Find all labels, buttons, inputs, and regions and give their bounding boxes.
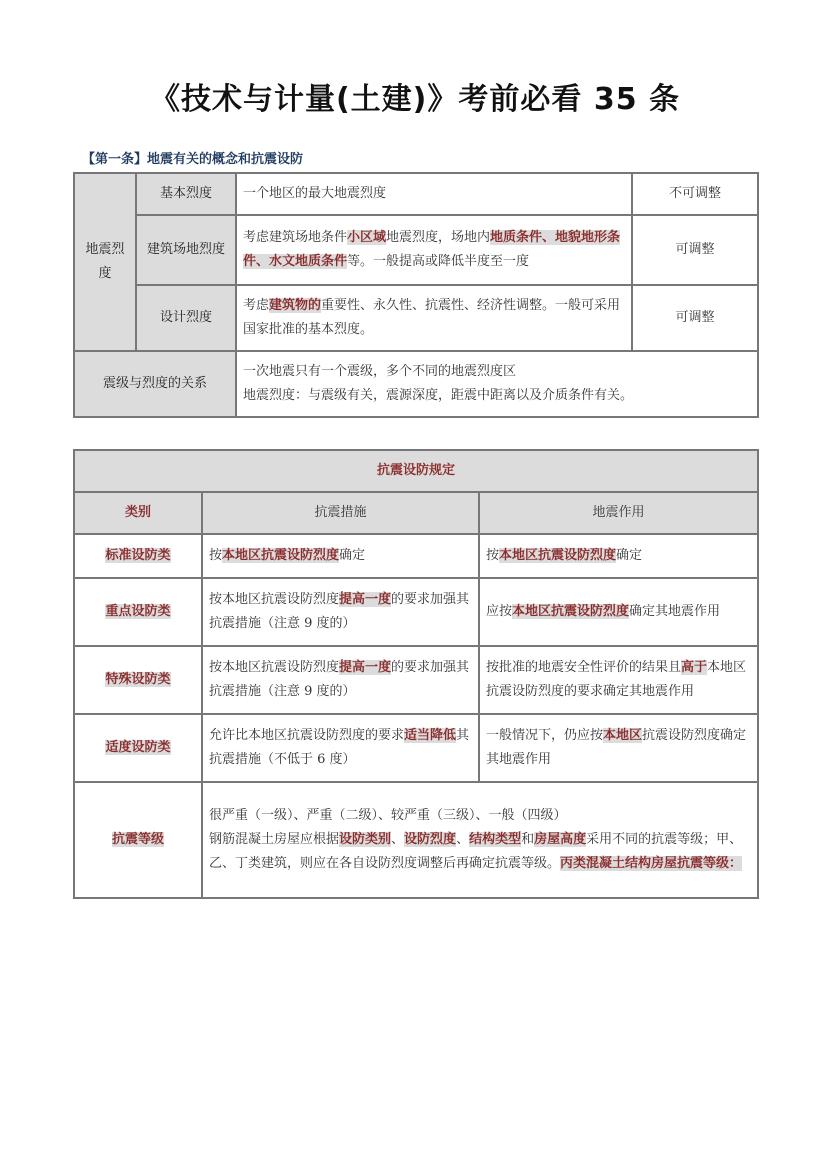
row-name: 设计烈度 [136,285,236,351]
table-title: 抗震设防规定 [74,450,758,492]
header-measures: 抗震措施 [202,492,479,534]
row-desc: 考虑建筑场地条件小区域地震烈度，场地内地质条件、地貌地形条件、水文地质条件等。一般提高或降低半度至一度 [236,215,632,285]
action-cell: 一般情况下，仍应按本地区抗震设防烈度确定其地震作用 [479,714,758,782]
measure-cell: 允许比本地区抗震设防烈度的要求适当降低其抗震措施（不低于 6 度） [202,714,479,782]
category-cell: 适度设防类 [74,714,202,782]
action-cell: 按本地区抗震设防烈度确定 [479,534,758,578]
measure-cell: 按本地区抗震设防烈度提高一度的要求加强其抗震措施（注意 9 度的） [202,646,479,714]
section-heading: 【第一条】地震有关的概念和抗震设防 [82,152,304,167]
row-name: 建筑场地烈度 [136,215,236,285]
seismic-fortification-table [73,449,759,899]
row-name: 基本烈度 [136,173,236,215]
row-adjust: 可调整 [632,215,758,285]
row-adjust: 不可调整 [632,173,758,215]
header-action: 地震作用 [479,492,758,534]
header-category: 类别 [74,492,202,534]
page-title: 《技术与计量(土建)》考前必看 35 条 [149,82,681,117]
row-desc: 一个地区的最大地震烈度 [236,173,632,215]
action-cell: 按批准的地震安全性评价的结果且高于本地区抗震设防烈度的要求确定其地震作用 [479,646,758,714]
relation-text: 一次地震只有一个震级，多个不同的地震烈度区 地震烈度：与震级有关，震源深度，距震中距离以及介质条件有关。 [236,351,758,417]
measure-cell: 按本地区抗震设防烈度提高一度的要求加强其抗震措施（注意 9 度的） [202,578,479,646]
group-label: 地震烈度 [74,173,136,351]
grade-text: 很严重（一级）、严重（二级）、较严重（三级）、一般（四级） 钢筋混凝土房屋应根据设防类别、设防烈度、结构类型和房屋高度采用不同的抗震等级；甲、乙、丁类建筑，则应在各自设防烈度调整后再确定抗震等级。丙类混凝土结构房屋抗震等级： [202,782,758,898]
row-adjust: 可调整 [632,285,758,351]
action-cell: 应按本地区抗震设防烈度确定其地震作用 [479,578,758,646]
row-desc: 考虑建筑物的重要性、永久性、抗震性、经济性调整。一般可采用国家批准的基本烈度。 [236,285,632,351]
category-cell: 标准设防类 [74,534,202,578]
category-cell: 特殊设防类 [74,646,202,714]
category-cell: 抗震等级 [74,782,202,898]
relation-label: 震级与烈度的关系 [74,351,236,417]
measure-cell: 按本地区抗震设防烈度确定 [202,534,479,578]
category-cell: 重点设防类 [74,578,202,646]
seismic-intensity-table [73,172,759,418]
